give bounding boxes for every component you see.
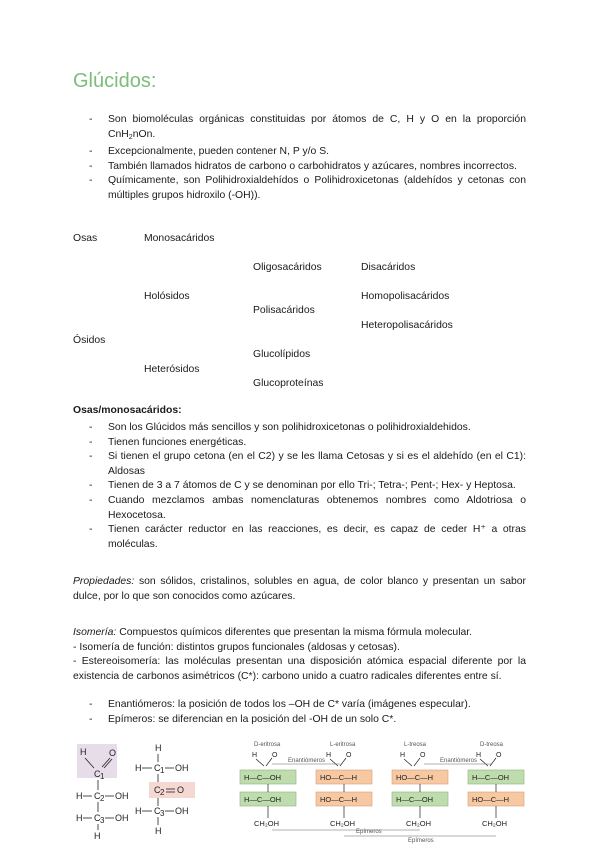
label-enantiomeros-1: Enantiómeros <box>288 758 326 764</box>
svg-text:O: O <box>420 752 426 759</box>
list-item: - Son biomoléculas orgánicas constituidas por átomos de C, H y O en la proporción CnH$_2$nOn. <box>108 113 526 145</box>
svg-text:OH: OH <box>175 806 189 816</box>
svg-text:1: 1 <box>160 766 165 775</box>
osas-heading: Osas/monosacáridos: <box>73 405 182 416</box>
cls-glucolipidos: Glucolípidos <box>253 349 311 360</box>
svg-text:HO—C—H: HO—C—H <box>320 795 358 804</box>
label-enantiomeros-2: Enantiómeros <box>440 758 478 764</box>
intro-list <box>108 113 526 204</box>
propiedades-paragraph: Propiedades: son sólidos, cristalinos, solubles en agua, de color blanco y presentan un sabor dulce, por lo que son conocidos como azúcares. <box>73 576 526 602</box>
svg-text:H—C—OH: H—C—OH <box>244 795 282 804</box>
svg-text:H: H <box>400 752 406 759</box>
list-item: - Tienen funciones energéticas. <box>108 436 526 451</box>
svg-text:HO—C—H: HO—C—H <box>396 773 434 782</box>
svg-text:CH₂OH: CH₂OH <box>330 819 355 828</box>
cls-glucoproteinas: Glucoproteínas <box>253 378 324 389</box>
svg-text:H—C—OH: H—C—OH <box>244 773 282 782</box>
svg-text:OH: OH <box>115 813 129 823</box>
cls-disacaridos: Disacáridos <box>361 262 416 273</box>
svg-text:C: C <box>154 763 161 773</box>
propiedades-label: Propiedades: <box>73 576 135 587</box>
svg-text:H: H <box>476 752 482 759</box>
label-epimeros-2: Epímeros <box>408 838 434 844</box>
svg-text:C: C <box>94 813 101 823</box>
svg-text:2: 2 <box>100 794 105 803</box>
svg-text:H—C—OH: H—C—OH <box>472 773 510 782</box>
formula: CnH$_2$nOn. <box>108 128 156 141</box>
cls-polisacaridos: Polisacáridos <box>253 305 315 316</box>
svg-text:H: H <box>135 763 142 773</box>
cls-heteropolisacaridos: Heteropolisacáridos <box>361 320 453 331</box>
svg-text:C: C <box>154 785 161 795</box>
svg-text:H: H <box>155 743 162 753</box>
svg-text:O: O <box>109 748 117 758</box>
svg-text:O: O <box>272 752 278 759</box>
isomeria-list <box>108 698 526 727</box>
aldose-ketose-figure <box>70 740 200 840</box>
list-item: - También llamados hidratos de carbono o carbohidratos y azúcares, nombres incorrectos. <box>108 160 526 175</box>
osas-list <box>108 421 526 552</box>
svg-text:1: 1 <box>100 772 105 781</box>
cls-osas: Osas <box>73 233 98 244</box>
page-title: Glúcidos: <box>73 70 157 92</box>
svg-text:H: H <box>155 826 162 836</box>
list-item: - Enantiómeros: la posición de todos los –OH de C* varía (imágenes especular). <box>108 698 526 713</box>
isomers-figure <box>236 740 526 845</box>
svg-text:C: C <box>94 791 101 801</box>
label-l-eritrosa: L-eritrosa <box>330 742 356 748</box>
cls-monosacaridos: Monosacáridos <box>144 233 215 244</box>
label-d-treosa: D-treosa <box>480 742 504 748</box>
cls-homopolisacaridos: Homopolisacáridos <box>361 291 450 302</box>
svg-text:H: H <box>252 752 258 759</box>
label-epimeros-1: Epímeros <box>356 829 382 835</box>
isomeria-label: Isomería: <box>73 627 117 638</box>
svg-text:H: H <box>94 831 101 840</box>
list-item: - Cuando mezclamos ambas nomenclaturas obtenemos nombres como Aldotriosa o Hexocetosa. <box>108 494 526 523</box>
svg-text:H: H <box>326 752 332 759</box>
svg-text:H: H <box>76 791 83 801</box>
svg-text:O: O <box>177 785 185 795</box>
label-l-treosa: L-treosa <box>404 742 427 748</box>
svg-text:H: H <box>76 813 83 823</box>
svg-text:O: O <box>346 752 352 759</box>
svg-text:3: 3 <box>100 816 105 825</box>
isomeria-paragraph: Isomería: Compuestos químicos diferentes que presentan la misma fórmula molecular. - Isomería de función: distintos grupos funcionales (aldosas y cetosas). - Estereoisomería: las moléculas presentan una disposición atómica espacial diferente por la existencia de carbonos asimétricos (C*): carbono unido a cuatro radicales diferentes entre sí. <box>73 627 526 682</box>
list-item: - Si tienen el grupo cetona (en el C2) y se les llama Cetosas y si es el aldehído (en el C1): Aldosas <box>108 450 526 479</box>
svg-text:OH: OH <box>175 763 189 773</box>
list-item: - Tienen de 3 a 7 átomos de C y se denominan por ello Tri-; Tetra-; Pent-; Hex- y Heptosa. <box>108 479 526 494</box>
svg-text:H: H <box>80 747 87 757</box>
list-item: - Excepcionalmente, pueden contener N, P y/o S. <box>108 145 526 160</box>
svg-text:O: O <box>496 752 502 759</box>
svg-text:CH₂OH: CH₂OH <box>482 819 507 828</box>
svg-text:3: 3 <box>160 809 165 818</box>
svg-text:HO—C—H: HO—C—H <box>320 773 358 782</box>
svg-text:H: H <box>135 806 142 816</box>
svg-text:HO—C—H: HO—C—H <box>472 795 510 804</box>
cls-osidos: Ósidos <box>73 335 106 346</box>
list-item: - Tienen carácter reductor en las reacciones, es decir, es capaz de ceder H⁺ a otras moléculas. <box>108 523 526 552</box>
list-item: - Químicamente, son Polihidroxialdehídos o Polihidroxicetonas (aldehídos y cetonas con múltiples grupos hidroxilo (-OH)). <box>108 174 526 203</box>
svg-text:H—C—OH: H—C—OH <box>396 795 434 804</box>
svg-text:C: C <box>154 806 161 816</box>
svg-text:OH: OH <box>115 791 129 801</box>
cls-holosidos: Holósidos <box>144 291 190 302</box>
cls-heterosidos: Heterósidos <box>144 364 200 375</box>
cls-oligosacaridos: Oligosacáridos <box>253 262 322 273</box>
svg-text:CH₂OH: CH₂OH <box>406 819 431 828</box>
svg-text:2: 2 <box>160 788 165 797</box>
list-item: - Son los Glúcidos más sencillos y son polihidroxicetonas o polihidroxialdehidos. <box>108 421 526 436</box>
svg-text:CH₂OH: CH₂OH <box>254 819 279 828</box>
svg-text:C: C <box>94 769 101 779</box>
label-d-eritrosa: D-eritrosa <box>254 742 281 748</box>
list-item: - Epímeros: se diferencian en la posición del -OH de un solo C*. <box>108 713 526 728</box>
